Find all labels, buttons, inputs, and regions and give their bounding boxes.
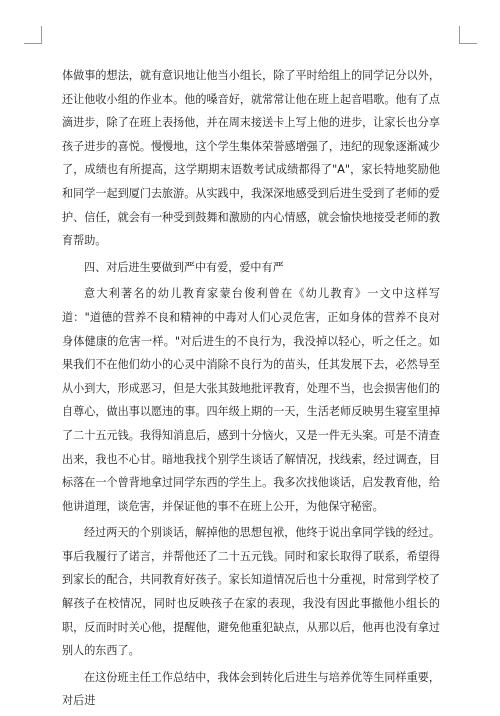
crop-mark-top-left-vertical — [41, 26, 42, 44]
section-heading-4: 四、对后进生要做到严中有爱，爱中有严 — [84, 260, 284, 274]
paragraph-3: 经过两天的个别谈话，解掉他的思想包袱，他终于说出拿同学钱的经过。事后我履行了诺言，并帮他还了二十五元钱。同时和家长取得了联系，希望得到家长的配合，共同教育好孩子。家长知道情况后也十分重视，时常到学校了解孩子在校情况，同时也反映孩子在家的表现，我没有因此事撤他小组长的职，反而时时关心他，提醒他，避免他重犯缺点，从那以后，他再也没有拿过别人的东西了。 — [62, 526, 440, 658]
crop-mark-top-left-horizontal — [24, 43, 42, 44]
crop-mark-top-right-horizontal — [459, 43, 477, 44]
paragraph-4: 在这份班主任工作总结中，我体会到转化后进生与培养优等生同样重要，对后进 — [62, 670, 440, 708]
paragraph-1: 体做事的想法，就有意识地让他当小组长，除了平时给组上的同学记分以外，还让他收小组的作业本。他的嗓音好，就常常让他在班上起音唱歌。他有了点滴进步，除了在班上表扬他，并在周末接送卡上写上他的进步，让家长也分享孩子进步的喜悦。慢慢地，这个学生集体荣誉感增强了，违纪的现象逐渐减少了，成绩也有所提高，这学期期末语数考试成绩都得了"A"，家长特地奖励他和同学一起到厦门去旅游。从实践中，我深深地感受到后进生受到了老师的爱护、信任，就会有一种受到鼓舞和激励的内心情感，就会愉快地接受老师的教育帮助。 — [62, 69, 440, 248]
paragraph-2: 意大利著名的幼儿教育家蒙台俊利曾在《幼儿教育》一文中这样写道："道德的营养不良和精神的中毒对人们心灵危害，正如身体的营养不良对身体健康的危害一样。"对后进生的不良行为，我没掉以轻心，听之任之。如果我们不在他们幼小的心灵中消除不良行为的苗头，任其发展下去，必然导至从小到大，形成恶习，但是大张其鼓地批评教育，处理不当，也会损害他们的自尊心，做出事以愿违的事。四年级上期的一天，生活老师反映男生寝室里掉了二十五元钱。我得知消息后，感到十分恼火，又是一件无头案。可是不清查出来，我也不心甘。暗地我找个别学生谈话了解情况，找线索，经过调查，目标落在一个曾背地拿过同学东西的学生上。我多次找他谈话，启发教育他，给他讲道理，谈危害，并保证他的事不在班上公开，为他保守秘密。 — [62, 287, 440, 513]
document-body — [62, 64, 440, 716]
crop-mark-top-right-vertical — [459, 26, 460, 44]
